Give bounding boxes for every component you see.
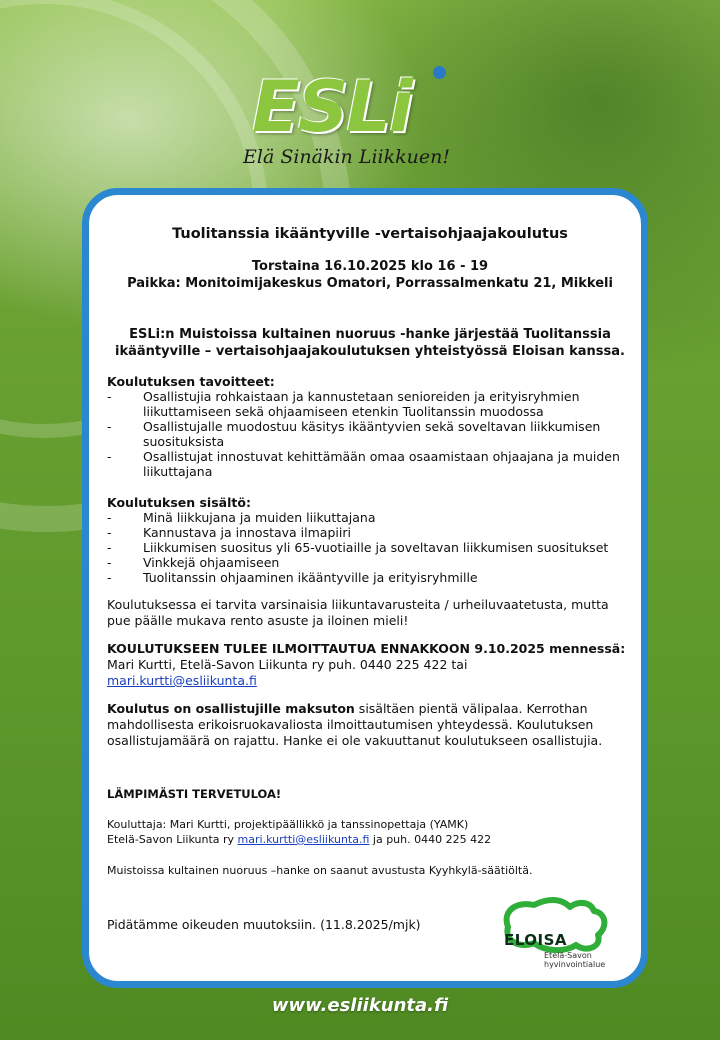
esli-logo-text: ESLi	[252, 66, 411, 148]
registration-contact: Mari Kurtti, Etelä-Savon Liikunta ry puh. 0440 225 422 tai	[107, 657, 468, 672]
card-content	[107, 213, 633, 878]
equipment-note: Koulutuksessa ei tarvita varsinaisia liikuntavarusteita / urheiluvaatetusta, mutta pue päälle mukava rento asuste ja iloinen mieli!	[107, 597, 609, 628]
fee-bold: Koulutus on osallistujille maksuton	[107, 701, 355, 716]
funding-note: Muistoissa kultainen nuoruus –hanke on saanut avustusta Kyyhkylä-säätiöltä.	[107, 864, 533, 877]
trainer-phone: ja puh. 0440 225 422	[369, 833, 492, 846]
eloisa-sub-line: hyvinvointialue	[544, 960, 606, 969]
content-card	[82, 188, 648, 988]
trainer-org: Etelä-Savon Liikunta ry	[107, 833, 238, 846]
list-item: - Osallistujia rohkaistaan ja kannustetaan senioreiden ja erityisryhmien liikuttamiseen sekä ohjaamiseen etenkin Tuolitanssin muodossa	[107, 389, 633, 419]
eloisa-subtitle	[544, 951, 605, 969]
list-item: - Vinkkejä ohjaamiseen	[107, 555, 633, 570]
eloisa-logo	[494, 897, 624, 977]
contents-list	[107, 510, 633, 585]
welcome-text: LÄMPIMÄSTI TERVETULOA!	[107, 787, 282, 801]
list-item: - Liikkumisen suositus yli 65-vuotiaille ja soveltavan liikkumisen suositukset	[107, 540, 633, 555]
trainer-line: Kouluttaja: Mari Kurtti, projektipäällikkö ja tanssinopettaja (YAMK)	[107, 818, 469, 831]
registration-block	[107, 641, 633, 689]
goals-list	[107, 389, 633, 479]
fee-note	[107, 701, 633, 749]
trainer-contact	[107, 832, 633, 847]
event-place: Paikka: Monitoimijakeskus Omatori, Porrassalmenkatu 21, Mikkeli	[127, 276, 613, 291]
eloisa-name: ELOISA	[504, 931, 568, 949]
eloisa-sub-line: Etelä-Savon	[544, 951, 592, 960]
fee-rest: sisältäen pientä välipalaa. Kerrothan mahdollisesta erikoisruokavaliosta ilmoittautumisen yhteydessä. Koulutuksen osallistujamäärä on rajattu. Hanke ei ole vakuuttanut koulutukseen osallistujia.	[107, 701, 603, 748]
event-intro: ESLi:n Muistoissa kultainen nuoruus -hanke järjestää Tuolitanssia ikääntyville – vertaisohjaajakoulutuksen yhteistyössä Eloisan kanssa.	[115, 327, 625, 359]
tagline: Elä Sinäkin Liikkuen!	[243, 146, 450, 168]
website-link[interactable]: www.esliikunta.fi	[271, 995, 449, 1016]
list-item: - Kannustava ja innostava ilmapiiri	[107, 525, 633, 540]
logo-dot-icon	[433, 66, 446, 79]
list-item: - Osallistujat innostuvat kehittämään omaa osaamistaan ohjaajana ja muiden liikuttajana	[107, 449, 633, 479]
trainer-email-link[interactable]: mari.kurtti@esliikunta.fi	[237, 833, 370, 846]
event-title: Tuolitanssia ikääntyville -vertaisohjaajakoulutus	[172, 226, 568, 242]
event-date: Torstaina 16.10.2025 klo 16 - 19	[251, 259, 489, 274]
contents-heading: Koulutuksen sisältö:	[107, 495, 251, 510]
event-details	[107, 258, 633, 292]
trainer-info	[107, 817, 633, 847]
list-item: - Osallistujalle muodostuu käsitys ikääntyvien sekä soveltavan liikkumisen suosituksista	[107, 419, 633, 449]
list-item: - Minä liikkujana ja muiden liikuttajana	[107, 510, 633, 525]
list-item: - Tuolitanssin ohjaaminen ikääntyville ja erityisryhmille	[107, 570, 633, 585]
reserve-note: Pidätämme oikeuden muutoksiin. (11.8.2025/mjk)	[107, 917, 421, 932]
registration-email-link[interactable]: mari.kurtti@esliikunta.fi	[107, 673, 257, 688]
registration-heading: KOULUTUKSEEN TULEE ILMOITTAUTUA ENNAKKOON 9.10.2025 mennessä:	[107, 641, 626, 656]
goals-heading: Koulutuksen tavoitteet:	[107, 374, 275, 389]
